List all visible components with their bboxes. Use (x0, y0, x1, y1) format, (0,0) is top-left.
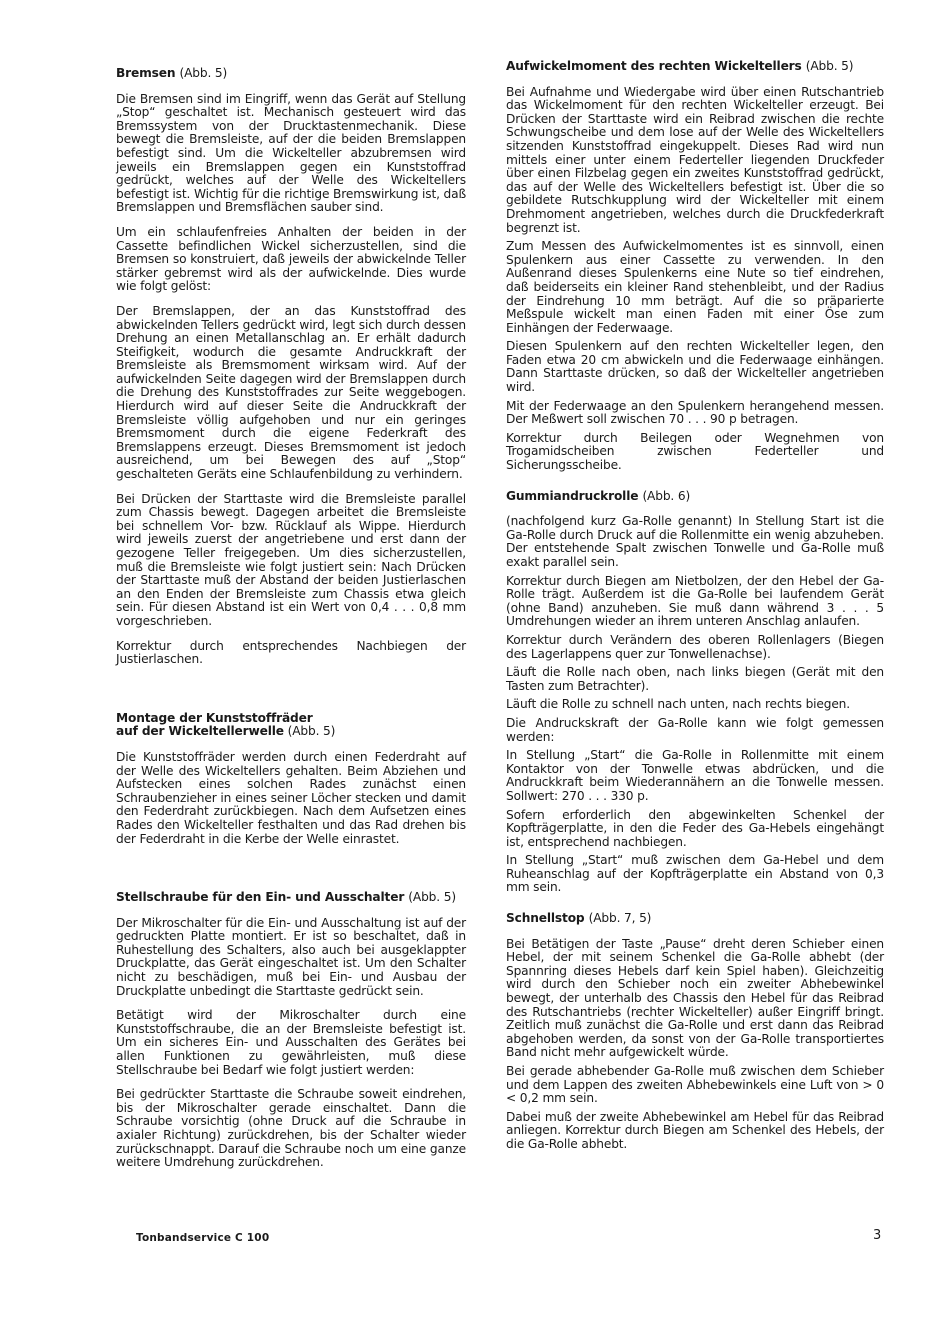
heading-line-2: auf der Wickeltellerwelle (116, 724, 284, 739)
paragraph: Dabei muß der zweite Abhebewinkel am Hebel für das Reibrad anliegen. Korrektur durch Biegen am Schenkel des Hebels, der die Ga-Rolle abhebt. (506, 1109, 884, 1151)
paragraph: Um ein schlaufenfreies Anhalten der beiden in der Cassette befindlichen Wickel sicherzustellen, sind die Bremsen so konstruiert, daß jeweils der abwickelnde Teller stärker gebremst wird als der aufwickelnde. Dies wurde wie folgt gelöst: (116, 224, 466, 294)
paragraph: Bei gedrückter Starttaste die Schraube soweit eindrehen, bis der Mikroschalter gerade einschaltet. Dann die Schraube vorsichtig (ohne Druck auf die Schraube in axialer Richtung) zurückdrehen, bis der Schalter wieder zurückschnappt. Darauf die Schraube noch um eine ganze weitere Umdrehung zurückdrehen. (116, 1087, 466, 1170)
figure-reference: (Abb. 5) (287, 724, 336, 739)
paragraph: Sofern erforderlich den abgewinkelten Schenkel der Kopfträgerplatte, in den die Feder des Ga-Hebels eingehängt ist, entsprechend nachbiegen. (506, 807, 884, 849)
section-heading (116, 67, 466, 81)
section-heading (506, 60, 884, 74)
paragraph: Korrektur durch Verändern des oberen Rollenlagers (Biegen des Lagerlappens quer zur Tonwellenachse). (506, 632, 884, 661)
heading-text: Gummiandruckrolle (506, 488, 639, 503)
paragraph: Zum Messen des Aufwickelmomentes ist es sinnvoll, einen Spulenkern aus einer Cassette zu verwenden. In den Außenrand dieses Spulenkerns eine Nute so tief eindrehen, daß beiderseits ein kleiner Rand stehenbleibt, und der Radius der Eindrehung 10 mm beträgt. Auf die so präparierte Meßspule wickelt man einen Faden mit einer Öse zum Einhängen der Federwaage. (506, 239, 884, 335)
section-aufwickelmoment (506, 60, 884, 473)
paragraph: Die Kunststoffräder werden durch einen Federdraht auf der Welle des Wickeltellers gehalten. Beim Abziehen und Aufstecken eines solchen Rades zunächst einen Schraubenzieher in eines seiner Löcher stecken und damit den Federdraht zurückbiegen. Nach dem Aufsetzen eines Rades den Wickelteller festhalten und das Rad drehen bis der Federdraht in die Kerbe der Welle einrastet. (116, 749, 466, 846)
paragraph: Diesen Spulenkern auf den rechten Wickelteller legen, den Faden etwa 20 cm abwickeln und die Federwaage einhängen. Dann Starttaste drücken, so daß der Wickelteller angetrieben wird. (506, 339, 884, 395)
paragraph: Mit der Federwaage an den Spulenkern herangehend messen. Der Meßwert soll zwischen 70 . . . 90 p betragen. (506, 398, 884, 427)
left-column (116, 67, 466, 1181)
section-heading (116, 712, 466, 739)
paragraph: Die Andruckskraft der Ga-Rolle kann wie folgt gemessen werden: (506, 715, 884, 744)
paragraph: Korrektur durch Biegen am Nietbolzen, der den Hebel der Ga-Rolle trägt. Außerdem ist die Ga-Rolle bei laufendem Gerät (ohne Band) anzuheben. Sie muß dann während 3 . . . 5 Umdrehungen wieder an ihrem unteren Anschlag anlaufen. (506, 573, 884, 629)
figure-reference: (Abb. 6) (642, 488, 691, 503)
paragraph: Korrektur durch Beilegen oder Wegnehmen von Trogamidscheiben zwischen Federteller und Sicherungsscheibe. (506, 430, 884, 473)
paragraph: Bei Aufnahme und Wiedergabe wird über einen Rutschantrieb das Wickelmoment für den rechten Wickelteller erzeugt. Bei Drücken der Starttaste wird ein Reibrad zwischen die rechte Schwungscheibe und dem lose auf der Welle des Wickeltellers sitzenden Kunststoffrad eingekuppelt. Dieses Rad wird nun mittels einer unter einem Federteller liegenden Druckfeder über einen Filzbelag gegen ein zweites Kunststoffrad gedrückt, das auf der Welle des Wickeltellers befestigt ist. Über die so gebildete Rutschkupplung wird der Wickelteller mit einem Drehmoment angetrieben, welches durch die Druckfederkraft begrenzt ist. (506, 84, 884, 235)
footer-title: Tonbandservice C 100 (136, 1232, 270, 1244)
section-schnellstop (506, 912, 884, 1152)
paragraph: Der Bremslappen, der an das Kunststoffrad des abwickelnden Tellers gedrückt wird, legt sich durch dessen Drehung an einen Metallanschlag an. Er erhält dadurch Steifigkeit, wodurch die gesamte Andruckkraft der Bremsleiste als Bremsmoment wirksam wird. Auf der aufwickelnden Seite dagegen wird der Bremslappen durch die Drehung des Kunststoffrades zur Seite weggebogen. Hierdurch wird auf dieser Seite die Andruckkraft der Bremsleiste völlig aufgehoben und nur ein geringes Bremsmoment durch die eigene Federkraft des Bremslappens erzeugt. Dieses Bremsmoment ist jedoch ausreichend, um bei Bewegen des auf „Stop“ geschalteten Geräts eine Schlaufenbildung zu verhindern. (116, 303, 466, 482)
heading-text: Stellschraube für den Ein- und Ausschalter (116, 890, 405, 905)
section-heading (116, 891, 466, 905)
figure-reference: (Abb. 5) (805, 59, 854, 73)
figure-reference: (Abb. 5) (179, 66, 228, 80)
paragraph: Läuft die Rolle nach oben, nach links biegen (Gerät mit den Tasten zum Betrachter). (506, 665, 884, 693)
paragraph: Der Mikroschalter für die Ein- und Ausschaltung ist auf der gedruckten Platte montiert. Er ist so beschaltet, daß in Ruhestellung des Schalters, also auch bei ausgeklappter Druckplatte, das Gerät eingeschaltet ist. Um den Schalter nicht zu beschädigen, muß bei Ein- und Ausbau der Druckplatte unbedingt die Starttaste gedrückt sein. (116, 915, 466, 998)
paragraph: Korrektur durch entsprechendes Nachbiegen der Justierlaschen. (116, 638, 466, 667)
heading-text: Aufwickelmoment des rechten Wickeltellers (506, 59, 802, 73)
paragraph: Bei Drücken der Starttaste wird die Bremsleiste parallel zum Chassis bewegt. Dagegen arbeitet die Bremsleiste bei schnellem Vor- bzw. Rücklauf als Wippe. Hierdurch wird jeweils zuerst der angetriebene und erst dann der gezogene Teller freigegeben. Um dies sicherzustellen, muß die Bremsleiste wie folgt justiert sein: Nach Drücken der Starttaste muß der Abstand der beiden Justierlaschen an den Enden der Bremsleiste zum Chassis etwa gleich sein. Für diesen Abstand ist ein Wert von 0,4 . . . 0,8 mm vorgeschrieben. (116, 491, 466, 628)
section-heading (506, 490, 884, 504)
page-number: 3 (873, 1228, 882, 1243)
paragraph: Bei Betätigen der Taste „Pause“ dreht deren Schieber einen Hebel, der mit seinem Schenkel die Ga-Rolle abhebt (der Spannring dieses Hebels darf kein Spiel haben). Gleichzeitig wird durch den Schieber noch ein zweiter Abhebewinkel bewegt, der unterhalb des Chassis den Hebel für das Reibrad des Rutschantriebs (rechter Wickelteller) außer Eingriff bringt. Zeitlich muß zunächst die Ga-Rolle und erst dann das Reibrad abgehoben werden, da sonst von der Ga-Rolle transportiertes Band nicht mehr aufgewickelt würde. (506, 936, 884, 1060)
section-heading (506, 912, 884, 926)
paragraph: Betätigt wird der Mikroschalter durch eine Kunststoffschraube, die an der Bremsleiste befestigt ist. Um ein sicheres Ein- und Ausschalten des Gerätes bei allen Funktionen zu gewährleisten, muß diese Stellschraube bei Bedarf wie folgt justiert werden: (116, 1008, 466, 1077)
section-gummiandruckrolle (506, 490, 884, 895)
heading-text: Schnellstop (506, 911, 585, 926)
paragraph: In Stellung „Start“ muß zwischen dem Ga-Hebel und dem Ruheanschlag auf der Kopfträgerplatte ein Abstand von 0,3 mm sein. (506, 853, 884, 895)
section-stellschraube (116, 891, 466, 1170)
paragraph: Läuft die Rolle zu schnell nach unten, nach rechts biegen. (506, 697, 850, 712)
paragraph: (nachfolgend kurz Ga-Rolle genannt) In Stellung Start ist die Ga-Rolle durch Druck auf die Rollenmitte ein wenig abzuheben. Der entstehende Spalt zwischen Tonwelle und Ga-Rolle muß exakt parallel sein. (506, 514, 884, 569)
heading-text: Bremsen (116, 66, 176, 80)
heading-line-1: Montage der Kunststoffräder (116, 710, 313, 725)
paragraph: Die Bremsen sind im Eingriff, wenn das Gerät auf Stellung „Stop“ geschaltet ist. Mechanisch gesteuert wird das Bremssystem von der Drucktastenmechanik. Diese bewegt die Bremsleiste, auf der die beiden Bremslappen befestigt sind. Um die Wickelteller abzubremsen wird jeweils ein Bremslappen gegen ein Kunststoffrad gedrückt, welches auf der Welle des Wickeltellers befestigt ist. Wichtig für die richtige Bremswirkung ist, daß Bremslappen und Bremsflächen sauber sind. (116, 91, 466, 215)
figure-reference: (Abb. 5) (408, 890, 456, 905)
section-bremsen (116, 67, 466, 667)
right-column (506, 60, 884, 1157)
section-montage-kunststoffraeder (116, 712, 466, 846)
paragraph: In Stellung „Start“ die Ga-Rolle in Rollenmitte mit einem Kontaktor von der Tonwelle etwas abdrücken, und die Andruckkraft beim Wiederannähern an die Tonwelle messen. Sollwert: 270 . . . 330 p. (506, 748, 884, 803)
paragraph: Bei gerade abhebender Ga-Rolle muß zwischen dem Schieber und dem Lappen des zweiten Abhebewinkels eine Luft von > 0 < 0,2 mm sein. (506, 1064, 884, 1106)
figure-reference: (Abb. 7, 5) (588, 911, 652, 926)
